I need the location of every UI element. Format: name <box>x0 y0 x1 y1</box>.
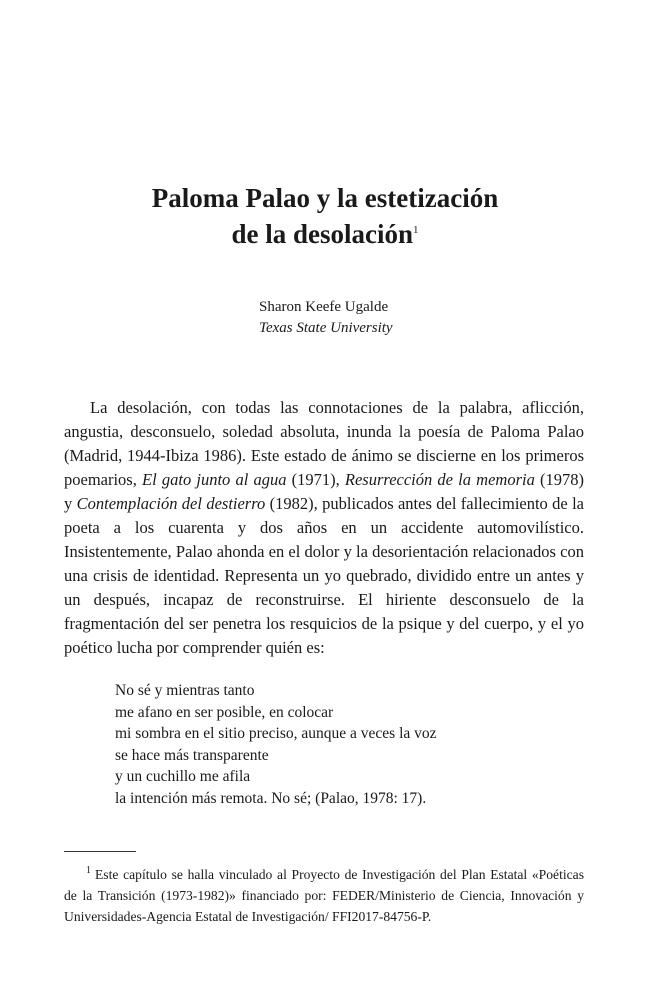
footnote-paragraph <box>64 864 584 927</box>
poem-line: No sé y mientras tanto <box>115 682 255 699</box>
body-text-run-1: La desolación, con todas las connotaciones de la palabra, aflicción, angustia, desconsuelo, soledad absoluta, inunda la poesía de Paloma Palao (Madrid, 1944-Ibiza 1986). Este estado de ánimo se discierne en los primeros poemarios, <box>64 398 584 489</box>
footnote <box>64 864 584 927</box>
poem-line: se hace más transparente <box>115 746 269 764</box>
chapter-title-line-2 <box>0 216 650 252</box>
author-affiliation: Texas State University <box>259 320 393 336</box>
poem-line: la intención más remota. No sé; (Palao, 1978: 17). <box>115 789 427 807</box>
body-text-run-2: (1971), <box>286 470 345 489</box>
footnote-divider <box>64 851 136 852</box>
title-footnote-marker[interactable]: 1 <box>413 224 419 236</box>
poem-line: me afano en ser posible, en colocar <box>115 703 334 721</box>
footnote-text: Este capítulo se halla vinculado al Proyecto de Investigación del Plan Estatal «Poéticas de la Transición (1973-1982)» financiado por: FEDER/Ministerio de Ciencia, Innovación y Universidades-Agencia Estatal de Investigación/ FFI2017-84756-P. <box>64 867 584 924</box>
body-text-run-4: (1982), publicados antes del fallecimiento de la poeta a los cuarenta y dos años en un accidente automovilístico. Insistentemente, Palao ahonda en el dolor y la desorientación relacionados con una crisis de identidad. Representa un yo quebrado, dividido entre un antes y un después, incapaz de reconstruirse. El hiriente desconsuelo de la fragmentación del ser penetra los resquicios de la psique y del cuerpo, y el yo poético lucha por comprender quién es: <box>64 494 585 657</box>
body-paragraph <box>64 396 584 660</box>
book-title-resurreccion: Resurrección de la memoria <box>344 470 535 489</box>
chapter-title <box>0 180 650 252</box>
poem-line: mi sombra en el sitio preciso, aunque a veces la voz <box>115 725 437 743</box>
body-text-run-3: (1978) y <box>64 470 584 513</box>
poem-line: y un cuchillo me afila <box>115 768 251 786</box>
chapter-title-line-1: Paloma Palao y la estetización <box>151 183 499 213</box>
book-title-contemplacion: Contemplación del destierro <box>76 494 266 513</box>
footnote-marker: 1 <box>86 865 91 877</box>
book-title-el-gato: El gato junto al agua <box>142 470 287 489</box>
author-block <box>259 297 393 339</box>
body-text <box>64 396 584 660</box>
author-name: Sharon Keefe Ugalde <box>259 299 389 315</box>
poem-quotation <box>115 680 437 810</box>
chapter-title-line-2-text: de la desolación <box>231 219 413 249</box>
